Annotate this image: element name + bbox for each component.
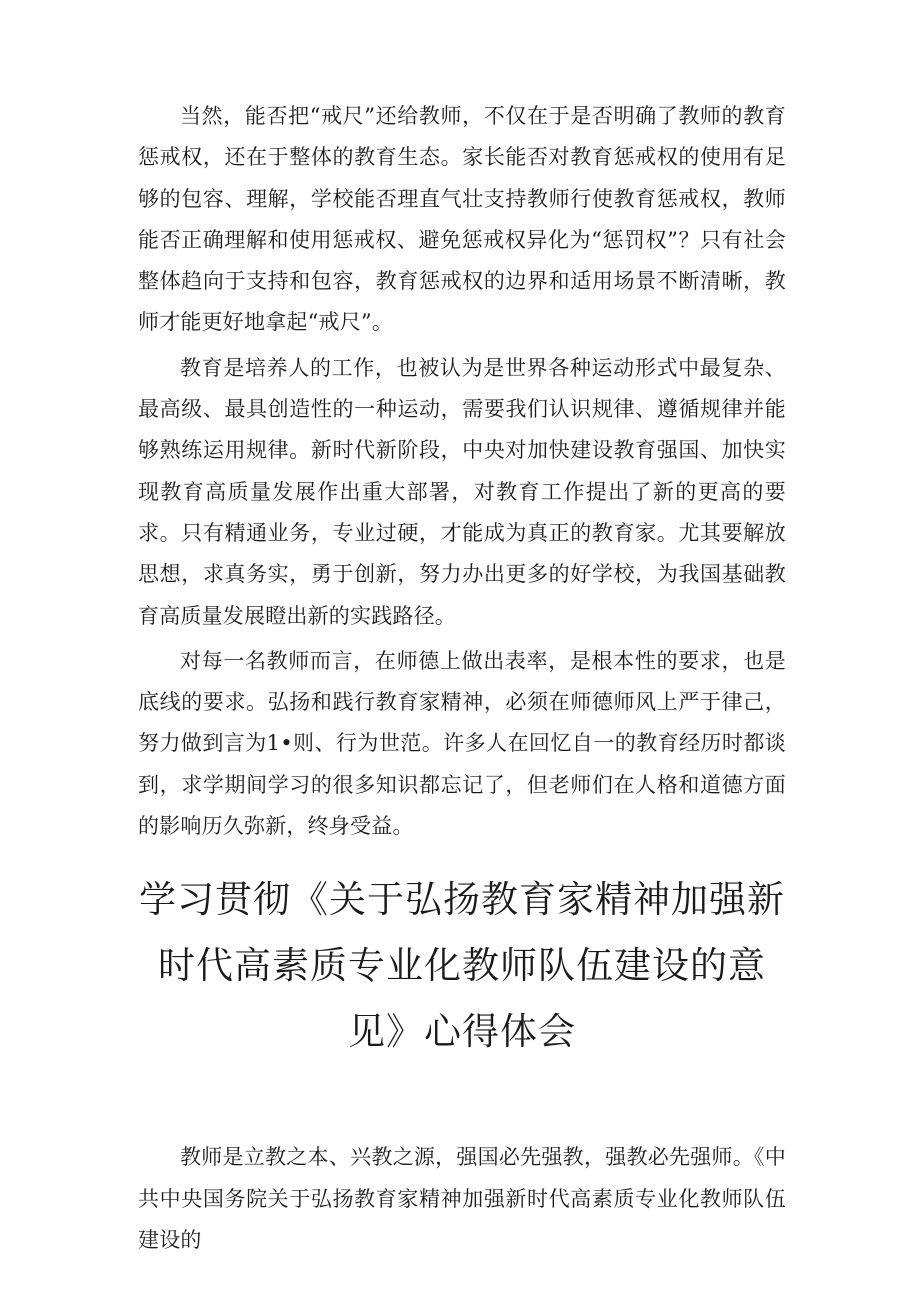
section-heading: 学习贯彻《关于弘扬教育家精神加强新时代高素质专业化教师队伍建设的意见》心得体会 bbox=[139, 878, 785, 1054]
paragraph-teacher-foundation: 教师是立教之本、兴教之源，强国必先强教，强教必先强师。《中共中央国务院关于弘扬教育家精神加强新时代高素质专业化教师队伍建设的 bbox=[138, 1145, 786, 1252]
document-page bbox=[138, 96, 786, 1261]
paragraph-education-laws: 教育是培养人的工作，也被认为是世界各种运动形式中最复杂、最高级、最具创造性的一种运动，需要我们认识规律、遵循规律并能够熟练运用规律。新时代新阶段，中央对加快建设教育强国、加快实现教育高质量发展作出重大部署，对教育工作提出了新的更高的要求。只有精通业务，专业过硬，才能成为真正的教育家。尤其要解放思想，求真务实，勇于创新，努力办出更多的好学校，为我国基础教育高质量发展瞪出新的实践路径。 bbox=[138, 355, 786, 628]
paragraph-teacher-ethics: 对每一名教师而言，在师德上做出表率，是根本性的要求，也是底线的要求。弘扬和践行教育家精神，必须在师德师风上严于律己，努力做到言为1•则、行为世范。许多人在回忆自一的教育经历时都谈到，求学期间学习的很多知识都忘记了，但老师们在人格和道德方面的影响历久弥新，终身受益。 bbox=[138, 648, 786, 839]
paragraph-discipline-ruler: 当然，能否把“戒尺”还给教师，不仅在于是否明确了教师的教育惩戒权，还在于整体的教育生态。家长能否对教育惩戒权的使用有足够的包容、理解，学校能否理直气壮支持教师行使教育惩戒权，教师能否正确理解和使用惩戒权、避免惩戒权异化为“惩罚权”？只有社会整体趋向于支持和包容，教育惩戒权的边界和适用场景不断清晰，教师才能更好地拿起“戒尺”。 bbox=[138, 104, 786, 335]
